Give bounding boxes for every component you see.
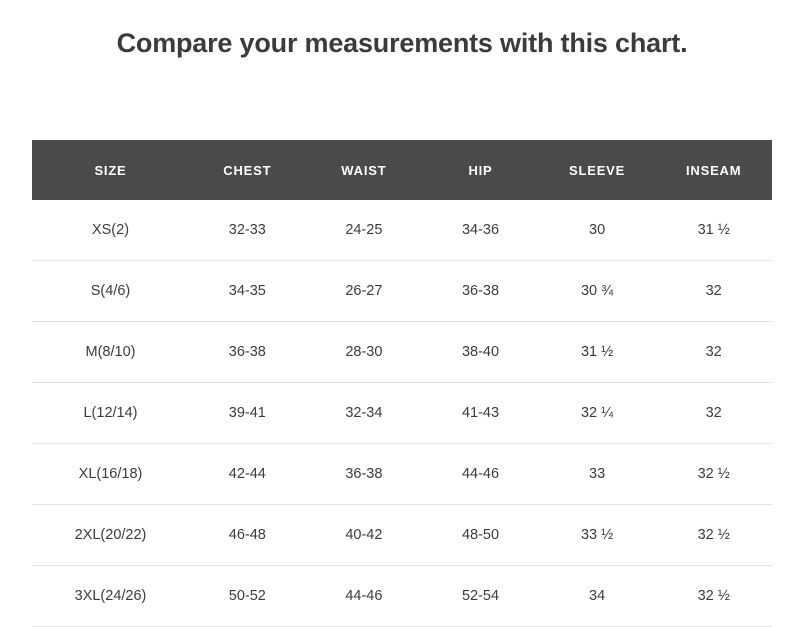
cell-chest: 42-44 [189,444,306,505]
cell-size: 3XL(24/26) [32,566,189,627]
cell-inseam: 32 ½ [655,505,772,566]
column-header-inseam: INSEAM [655,140,772,200]
cell-hip: 48-50 [422,505,539,566]
column-header-hip: HIP [422,140,539,200]
cell-chest: 36-38 [189,322,306,383]
cell-chest: 39-41 [189,383,306,444]
table-row [32,505,772,566]
column-header-waist: WAIST [306,140,423,200]
cell-sleeve: 32 ¼ [539,383,656,444]
table-row [32,566,772,627]
size-chart-container [32,140,772,627]
table-row [32,200,772,261]
cell-inseam: 32 [655,383,772,444]
cell-inseam: 32 ½ [655,566,772,627]
cell-waist: 32-34 [306,383,423,444]
table-row [32,261,772,322]
column-header-size: SIZE [32,140,189,200]
cell-hip: 38-40 [422,322,539,383]
cell-size: 2XL(20/22) [32,505,189,566]
cell-waist: 40-42 [306,505,423,566]
cell-chest: 46-48 [189,505,306,566]
cell-size: XL(16/18) [32,444,189,505]
cell-hip: 41-43 [422,383,539,444]
cell-chest: 32-33 [189,200,306,261]
cell-size: L(12/14) [32,383,189,444]
table-row [32,444,772,505]
cell-waist: 28-30 [306,322,423,383]
cell-waist: 36-38 [306,444,423,505]
cell-waist: 44-46 [306,566,423,627]
table-header [32,140,772,200]
cell-hip: 44-46 [422,444,539,505]
cell-sleeve: 30 [539,200,656,261]
cell-inseam: 32 [655,322,772,383]
cell-hip: 52-54 [422,566,539,627]
cell-sleeve: 34 [539,566,656,627]
cell-hip: 36-38 [422,261,539,322]
cell-inseam: 32 [655,261,772,322]
cell-size: S(4/6) [32,261,189,322]
cell-chest: 50-52 [189,566,306,627]
table-row [32,383,772,444]
cell-chest: 34-35 [189,261,306,322]
cell-inseam: 32 ½ [655,444,772,505]
table-header-row [32,140,772,200]
cell-waist: 24-25 [306,200,423,261]
cell-size: M(8/10) [32,322,189,383]
cell-hip: 34-36 [422,200,539,261]
cell-sleeve: 33 ½ [539,505,656,566]
column-header-chest: CHEST [189,140,306,200]
column-header-sleeve: SLEEVE [539,140,656,200]
table-row [32,322,772,383]
cell-inseam: 31 ½ [655,200,772,261]
size-chart-table [32,140,772,627]
cell-waist: 26-27 [306,261,423,322]
cell-size: XS(2) [32,200,189,261]
page-title: Compare your measurements with this chart. [116,28,688,58]
cell-sleeve: 30 ¾ [539,261,656,322]
table-body [32,200,772,627]
cell-sleeve: 33 [539,444,656,505]
cell-sleeve: 31 ½ [539,322,656,383]
